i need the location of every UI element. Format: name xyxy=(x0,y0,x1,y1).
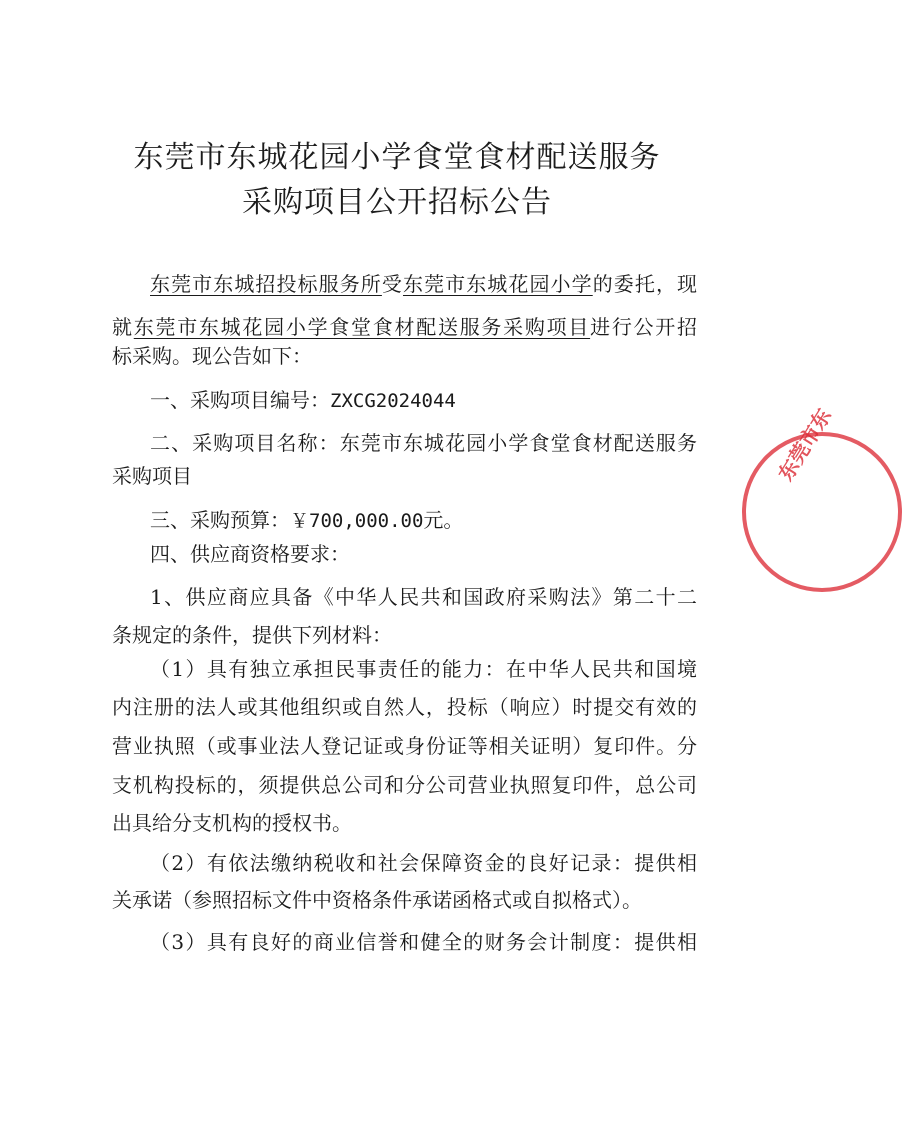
intro-line-3: 标采购。现公告如下： xyxy=(112,344,312,368)
project-name-value: 东莞市东城花园小学食堂食材配送服务 xyxy=(339,431,698,455)
sub3-line1: （3）具有良好的商业信誉和健全的财务会计制度：提供相 xyxy=(150,930,697,954)
document-title-line2: 采购项目公开招标公告 xyxy=(242,185,552,220)
agent-name: 东莞市东城招投标服务所 xyxy=(150,272,382,296)
project-name: 东莞市东城花园小学食堂食材配送服务采购项目 xyxy=(133,315,591,339)
item-project-name-line2: 采购项目 xyxy=(112,464,192,488)
sub1-line1: （1）具有独立承担民事责任的能力：在中华人民共和国境 xyxy=(150,657,697,681)
intro-line-1: 东莞市东城招投标服务所受东莞市东城花园小学的委托，现 xyxy=(150,272,698,296)
document-title-line1: 东莞市东城花园小学食堂食材配送服务 xyxy=(133,140,661,175)
sub2-line2: 关承诺（参照招标文件中资格条件承诺函格式或自拟格式）。 xyxy=(112,888,642,912)
official-seal xyxy=(742,432,902,592)
official-seal-text: 东莞市东 xyxy=(773,404,837,485)
project-number-value: ZXCG2024044 xyxy=(330,390,456,412)
sub2-line1: （2）有依法缴纳税收和社会保障资金的良好记录：提供相 xyxy=(150,851,697,875)
item-budget: 三、采购预算：￥700,000.00元。 xyxy=(150,508,464,532)
req1-line1: 1、供应商应具备《中华人民共和国政府采购法》第二十二 xyxy=(150,585,697,609)
intro-line-2: 就东莞市东城花园小学食堂食材配送服务采购项目进行公开招 xyxy=(112,315,698,339)
req1-line2: 条规定的条件，提供下列材料： xyxy=(112,623,392,647)
sub1-line5: 出具给分支机构的授权书。 xyxy=(112,811,352,835)
sub1-line2: 内注册的法人或其他组织或自然人，投标（响应）时提交有效的 xyxy=(112,695,697,719)
budget-value: ￥700,000.00 xyxy=(290,510,424,532)
item-project-name-line1: 二、采购项目名称：东莞市东城花园小学食堂食材配送服务 xyxy=(150,431,698,455)
sub1-line4: 支机构投标的，须提供总公司和分公司营业执照复印件，总公司 xyxy=(112,773,697,797)
item-project-number: 一、采购项目编号：ZXCG2024044 xyxy=(150,388,456,412)
client-name: 东莞市东城花园小学 xyxy=(402,272,593,296)
sub1-line3: 营业执照（或事业法人登记证或身份证等相关证明）复印件。分 xyxy=(112,734,697,758)
item-qualification-heading: 四、供应商资格要求： xyxy=(150,542,350,566)
